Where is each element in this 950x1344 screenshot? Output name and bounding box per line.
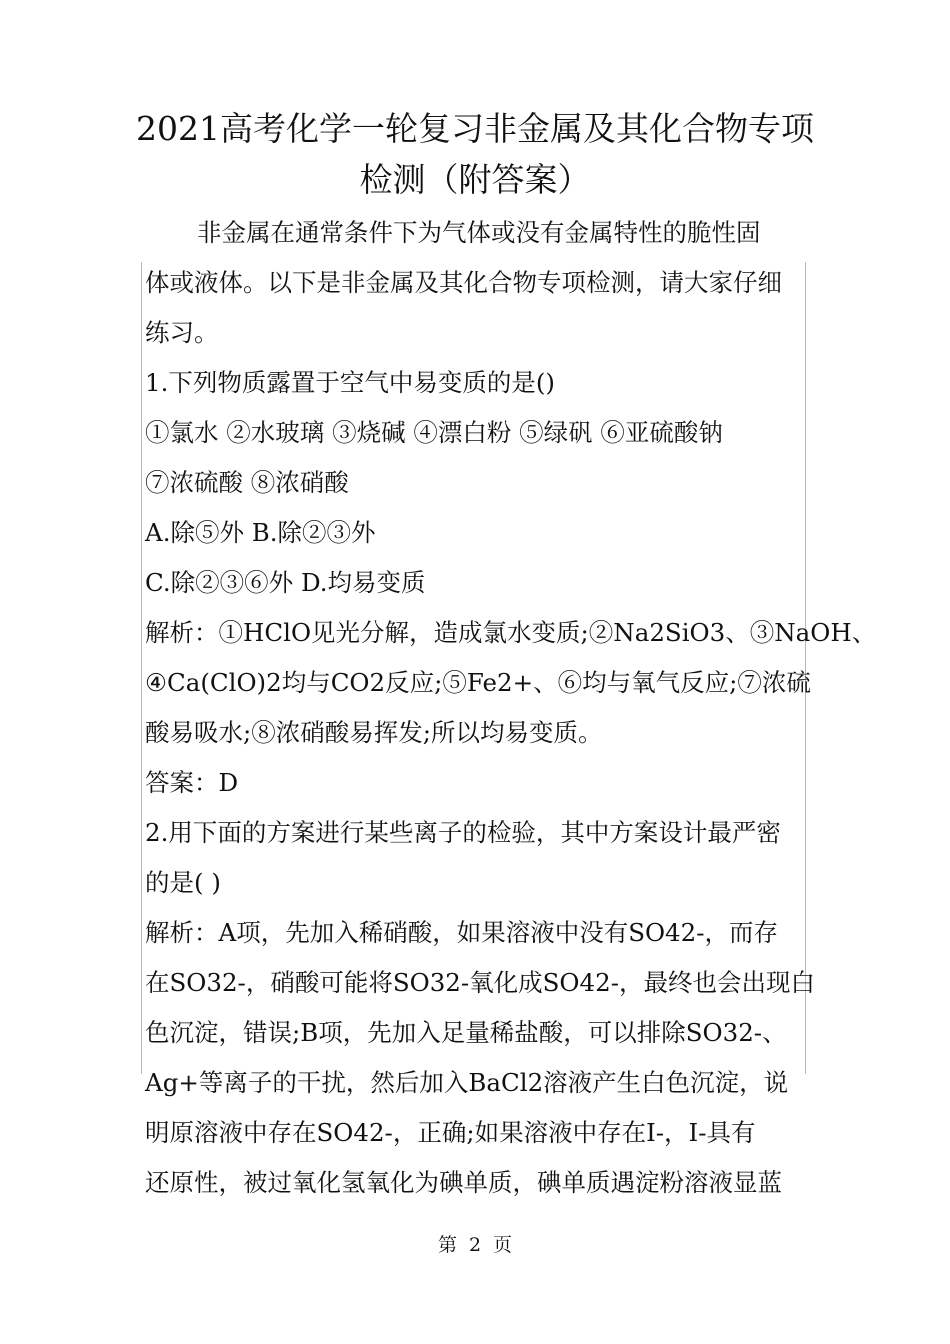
page-title-line-1: 2021高考化学一轮复习非金属及其化合物专项 (136, 109, 814, 148)
analysis-line: 酸易吸水;⑧浓硝酸易挥发;所以均易变质。 (145, 718, 603, 747)
analysis-line: 还原性，被过氧化氢氧化为碘单质，碘单质遇淀粉溶液显蓝 (145, 1168, 782, 1197)
page-number: 2 (468, 1234, 482, 1256)
analysis-line: ④Ca(ClO)2均与CO2反应;⑤Fe2+、⑥均与氧气反应;⑦浓硫 (145, 668, 811, 697)
analysis-line: 解析：①HClO见光分解，造成氯水变质;②Na2SiO3、③NaOH、 (145, 618, 877, 647)
question-line: 2.用下面的方案进行某些离子的检验，其中方案设计最严密 (145, 818, 781, 847)
analysis-line: Ag+等离子的干扰，然后加入BaCl2溶液产生白色沉淀，说 (145, 1068, 789, 1097)
analysis-line: 色沉淀，错误;B项，先加入足量稀盐酸，可以排除SO32-、 (145, 1018, 787, 1047)
paragraph-line: 练习。 (145, 318, 219, 347)
page-footer (0, 1236, 950, 1255)
answer-choice-line: C.除②③⑥外 D.均易变质 (145, 568, 426, 597)
question-options-line: ①氯水 ②水玻璃 ③烧碱 ④漂白粉 ⑤绿矾 ⑥亚硫酸钠 (145, 418, 723, 447)
question-line: 的是( ) (145, 868, 221, 897)
question-options-line: ⑦浓硫酸 ⑧浓硝酸 (145, 468, 349, 497)
paragraph-line: 体或液体。以下是非金属及其化合物专项检测，请大家仔细 (145, 268, 782, 297)
paragraph-line: 非金属在通常条件下为气体或没有金属特性的脆性固 (197, 218, 761, 247)
answer-choice-line: A.除⑤外 B.除②③外 (145, 518, 376, 547)
analysis-line: 明原溶液中存在SO42-，正确;如果溶液中存在I-，I-具有 (145, 1118, 756, 1147)
question-line: 1.下列物质露置于空气中易变质的是() (145, 368, 555, 397)
answer-line: 答案：D (145, 768, 239, 797)
footer-suffix: 页 (493, 1234, 513, 1256)
footer-prefix: 第 (437, 1234, 457, 1256)
analysis-line: 解析：A项，先加入稀硝酸，如果溶液中没有SO42-，而存 (145, 918, 779, 947)
page-title-line-2: 检测（附答案） (359, 160, 591, 199)
analysis-line: 在SO32-，硝酸可能将SO32-氧化成SO42-，最终也会出现白 (145, 968, 815, 997)
